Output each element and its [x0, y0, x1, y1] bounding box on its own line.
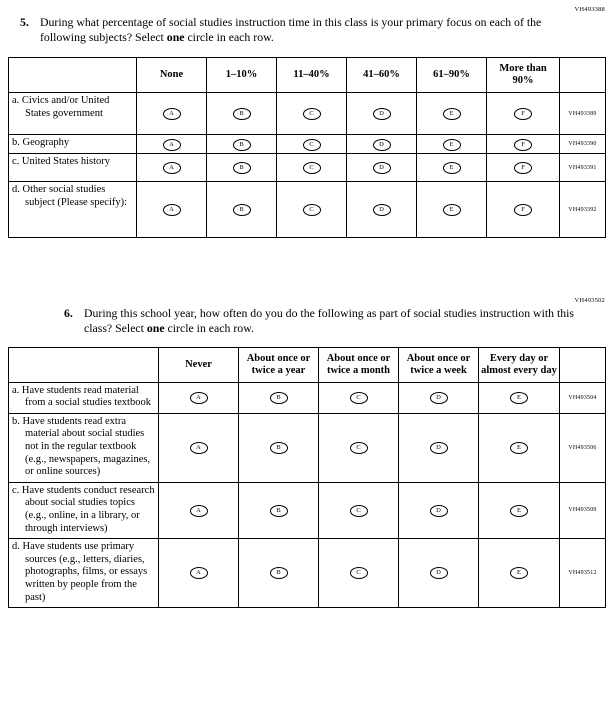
q6-row-c-cell-week	[399, 482, 479, 538]
question-6-table	[8, 347, 606, 609]
response-oval-d[interactable]: D	[373, 162, 391, 174]
question-6-text-bold: one	[146, 321, 165, 336]
q6-row-d-code: VH493512	[560, 539, 606, 608]
question-5-text-bold: one	[166, 30, 185, 45]
response-oval-f[interactable]: F	[514, 204, 532, 216]
q6-row-a-cell-month	[319, 382, 399, 413]
response-oval-e[interactable]: E	[443, 139, 461, 151]
response-oval-c[interactable]: C	[303, 139, 321, 151]
response-oval-c[interactable]: C	[350, 505, 368, 517]
q5-row-d-label: d. Other social studies subject (Please specify):	[9, 182, 137, 238]
response-oval-b[interactable]: B	[233, 139, 251, 151]
response-oval-c[interactable]: C	[303, 108, 321, 120]
response-oval-b[interactable]: B	[270, 505, 288, 517]
q5-row-d-cell-41-60	[347, 182, 417, 238]
q5-row-b-label: b. Geography	[9, 135, 137, 154]
q6-row-a-cell-week	[399, 382, 479, 413]
response-oval-b[interactable]: B	[233, 204, 251, 216]
q5-column-header-1-10: 1–10%	[207, 58, 277, 93]
response-oval-d[interactable]: D	[373, 204, 391, 216]
q6-header-blank	[9, 347, 159, 382]
q5-row-d-cell-61-90	[417, 182, 487, 238]
spacer	[8, 238, 605, 296]
q6-header-code-blank	[560, 347, 606, 382]
q6-column-header-year: About once or twice a year	[239, 347, 319, 382]
response-oval-f[interactable]: F	[514, 108, 532, 120]
response-oval-a[interactable]: A	[163, 204, 181, 216]
question-5-accession-code: VH493388	[574, 6, 605, 13]
q6-row-b	[9, 413, 606, 482]
response-oval-d[interactable]: D	[430, 392, 448, 404]
q6-row-c-cell-every-day	[479, 482, 560, 538]
q5-row-a-cell-41-60	[347, 93, 417, 135]
response-oval-c[interactable]: C	[350, 392, 368, 404]
response-oval-a[interactable]: A	[163, 139, 181, 151]
response-oval-e[interactable]: E	[510, 442, 528, 454]
response-oval-e[interactable]: E	[443, 204, 461, 216]
response-oval-a[interactable]: A	[163, 108, 181, 120]
q5-header-code-blank	[560, 58, 606, 93]
q5-row-c-cell-41-60	[347, 154, 417, 182]
response-oval-e[interactable]: E	[510, 505, 528, 517]
response-oval-a[interactable]: A	[190, 442, 208, 454]
q6-row-d-label: d. Have students use primary sources (e.g., letters, diaries, photographs, films, or essays written by people from the past)	[9, 539, 159, 608]
response-oval-d[interactable]: D	[430, 505, 448, 517]
q5-row-c-cell-11-40	[277, 154, 347, 182]
q5-row-b	[9, 135, 606, 154]
response-oval-e[interactable]: E	[443, 108, 461, 120]
q6-column-header-month: About once or twice a month	[319, 347, 399, 382]
question-5-table	[8, 57, 606, 238]
q5-header-row	[9, 58, 606, 93]
question-6-text	[84, 306, 584, 336]
q5-column-header-11-40: 11–40%	[277, 58, 347, 93]
question-5-text-start: During what percentage of social studies instruction time in this class is your primary focus on each of the following subjects? Select	[40, 15, 542, 45]
q5-row-b-cell-none	[137, 135, 207, 154]
q5-row-b-cell-61-90	[417, 135, 487, 154]
q5-row-a-cell-none	[137, 93, 207, 135]
response-oval-d[interactable]: D	[373, 139, 391, 151]
question-6-text-start: During this school year, how often do you do the following as part of social studies instruction with this class? Select	[84, 306, 575, 336]
q6-row-b-cell-never	[159, 413, 239, 482]
q5-row-d-cell-more-90	[487, 182, 560, 238]
q6-row-a-cell-never	[159, 382, 239, 413]
q5-row-b-cell-41-60	[347, 135, 417, 154]
question-6-text-end: circle in each row.	[164, 321, 254, 336]
q6-row-d-cell-week	[399, 539, 479, 608]
response-oval-e[interactable]: E	[510, 567, 528, 579]
q5-row-a-cell-more-90	[487, 93, 560, 135]
q5-row-a-cell-11-40	[277, 93, 347, 135]
q5-row-d-cell-1-10	[207, 182, 277, 238]
q5-row-b-code: VH493390	[560, 135, 606, 154]
q6-row-c-cell-month	[319, 482, 399, 538]
q6-row-a-code: VH493504	[560, 382, 606, 413]
response-oval-c[interactable]: C	[303, 162, 321, 174]
response-oval-a[interactable]: A	[163, 162, 181, 174]
q5-row-d	[9, 182, 606, 238]
q5-row-b-cell-1-10	[207, 135, 277, 154]
q5-row-c	[9, 154, 606, 182]
q6-row-d-cell-year	[239, 539, 319, 608]
q5-row-c-cell-61-90	[417, 154, 487, 182]
q5-row-a-cell-61-90	[417, 93, 487, 135]
q6-row-c-code: VH493509	[560, 482, 606, 538]
q5-row-a	[9, 93, 606, 135]
q5-column-header-61-90: 61–90%	[417, 58, 487, 93]
q6-row-a	[9, 382, 606, 413]
response-oval-b[interactable]: B	[270, 442, 288, 454]
q5-row-c-label: c. United States history	[9, 154, 137, 182]
response-oval-b[interactable]: B	[233, 162, 251, 174]
response-oval-b[interactable]: B	[270, 567, 288, 579]
q5-row-c-cell-1-10	[207, 154, 277, 182]
q6-header-row	[9, 347, 606, 382]
response-oval-a[interactable]: A	[190, 392, 208, 404]
q6-row-a-cell-year	[239, 382, 319, 413]
q5-row-b-cell-more-90	[487, 135, 560, 154]
q6-row-b-code: VH493506	[560, 413, 606, 482]
question-5-prompt	[20, 15, 580, 45]
response-oval-d[interactable]: D	[373, 108, 391, 120]
response-oval-a[interactable]: A	[190, 505, 208, 517]
response-oval-e[interactable]: E	[443, 162, 461, 174]
q5-row-d-cell-none	[137, 182, 207, 238]
response-oval-d[interactable]: D	[430, 567, 448, 579]
q5-row-c-code: VH493391	[560, 154, 606, 182]
q6-row-c-label: c. Have students conduct research about social studies topics (e.g., online, in a library, or through interviews)	[9, 482, 159, 538]
response-oval-c[interactable]: C	[303, 204, 321, 216]
response-oval-a[interactable]: A	[190, 567, 208, 579]
q6-row-a-cell-every-day	[479, 382, 560, 413]
response-oval-b[interactable]: B	[233, 108, 251, 120]
question-5-text	[40, 15, 580, 45]
q6-row-d-cell-every-day	[479, 539, 560, 608]
q6-row-d	[9, 539, 606, 608]
response-oval-f[interactable]: F	[514, 162, 532, 174]
q6-row-b-cell-week	[399, 413, 479, 482]
q5-row-a-cell-1-10	[207, 93, 277, 135]
q6-row-c	[9, 482, 606, 538]
question-5-text-end: circle in each row.	[184, 30, 274, 45]
response-oval-c[interactable]: C	[350, 442, 368, 454]
question-6-number: 6.	[64, 306, 73, 321]
q6-row-d-cell-never	[159, 539, 239, 608]
question-5-number: 5.	[20, 15, 29, 29]
q6-row-a-label: a. Have students read material from a social studies textbook	[9, 382, 159, 413]
q6-row-b-cell-month	[319, 413, 399, 482]
response-oval-b[interactable]: B	[270, 392, 288, 404]
q5-row-b-cell-11-40	[277, 135, 347, 154]
response-oval-f[interactable]: F	[514, 139, 532, 151]
q5-header-blank	[9, 58, 137, 93]
q6-row-c-cell-never	[159, 482, 239, 538]
q5-column-header-more-90: More than 90%	[487, 58, 560, 93]
q6-column-header-week: About once or twice a week	[399, 347, 479, 382]
q6-column-header-never: Never	[159, 347, 239, 382]
q5-column-header-none: None	[137, 58, 207, 93]
q5-row-d-code: VH493392	[560, 182, 606, 238]
response-oval-e[interactable]: E	[510, 392, 528, 404]
q6-row-b-cell-year	[239, 413, 319, 482]
q5-row-c-cell-more-90	[487, 154, 560, 182]
q5-row-a-label: a. Civics and/or United States government	[9, 93, 137, 135]
q5-column-header-41-60: 41–60%	[347, 58, 417, 93]
q6-row-d-cell-month	[319, 539, 399, 608]
q5-row-a-code: VH493389	[560, 93, 606, 135]
response-oval-c[interactable]: C	[350, 567, 368, 579]
question-6-accession-code: VH493502	[574, 297, 605, 305]
q6-row-b-label: b. Have students read extra material about social studies not in the regular textbook (e.g., newspapers, magazines, or online sources)	[9, 413, 159, 482]
q6-row-c-cell-year	[239, 482, 319, 538]
q5-row-d-cell-11-40	[277, 182, 347, 238]
q6-column-header-every-day: Every day or almost every day	[479, 347, 560, 382]
response-oval-d[interactable]: D	[430, 442, 448, 454]
q5-row-c-cell-none	[137, 154, 207, 182]
q6-row-b-cell-every-day	[479, 413, 560, 482]
question-6-prompt	[64, 306, 584, 336]
